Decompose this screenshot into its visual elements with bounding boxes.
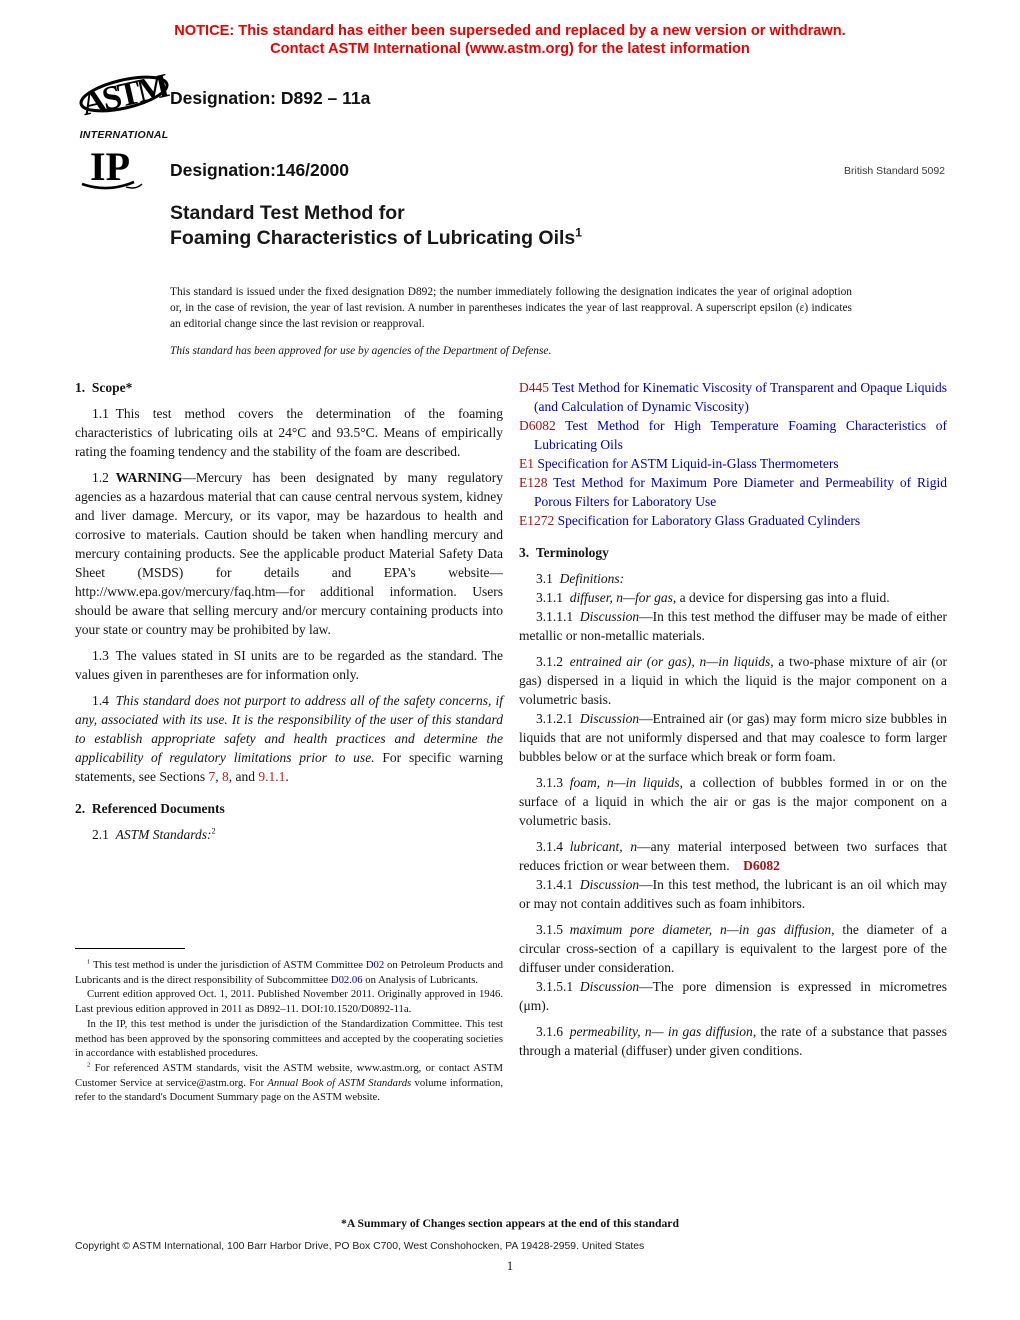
astm-logo-subtitle: INTERNATIONAL <box>79 129 169 141</box>
text-run: 3.1.6 <box>536 1024 570 1039</box>
footnote-list <box>75 958 503 1105</box>
text-run: 1.2 <box>92 470 116 485</box>
text-run: 3. Terminology <box>519 545 609 560</box>
paragraph <box>519 977 947 1015</box>
standard-designation-link[interactable]: E1 <box>519 456 534 471</box>
text-run: , and <box>228 769 259 784</box>
section-8-link[interactable]: 8 <box>221 769 229 784</box>
paragraph <box>519 1022 947 1060</box>
paragraph <box>75 825 503 844</box>
ip-logo <box>78 146 152 199</box>
text-run: —any material interposed between two surfaces that reduces friction or wear between them. <box>519 839 947 873</box>
paragraph <box>519 920 947 977</box>
text-run: Definitions: <box>559 571 625 586</box>
text-run: 3.1.4.1 <box>536 877 580 892</box>
standard-designation-link[interactable]: E128 <box>519 475 548 490</box>
paragraph <box>519 607 947 645</box>
astm-logo <box>76 64 172 141</box>
text-run: 1.3 The values stated in SI units are to be regarded as the standard. The values given in parentheses are for information only. <box>75 648 503 682</box>
text-run: Current edition approved Oct. 1, 2011. Published November 2011. Originally approved in 1946. Last previous edition approved in 2011 as D892–11. DOI:10.1520/D0892-11a. <box>75 988 503 1016</box>
footnote-ip <box>75 1017 503 1061</box>
astm-designation: Designation: D892 – 11a <box>170 88 371 108</box>
text-run: diffuser, n—for gas <box>569 590 673 605</box>
section-7-link[interactable]: 7 <box>208 769 216 784</box>
astm-globe-icon <box>78 64 170 128</box>
text-run: 2.1 <box>92 827 116 842</box>
text-run: 1 <box>87 958 91 966</box>
referenced-standard <box>519 454 947 473</box>
standard-designation-link[interactable]: D6082 <box>743 858 780 873</box>
text-run: volume information, refer to the standard's Document Summary page on the ASTM website. <box>75 1076 504 1104</box>
text-run: 3.1.1 <box>536 590 570 605</box>
paragraph <box>519 652 947 709</box>
text-run: maximum pore diameter, n—in gas diffusion <box>569 922 832 937</box>
text-run: 3.1.1.1 <box>536 609 580 624</box>
paragraph <box>519 773 947 830</box>
copyright-line: Copyright © ASTM International, 100 Barr Harbor Drive, PO Box C700, West Conshohocken, PA 19428-2959. United States <box>75 1241 645 1252</box>
referenced-standard <box>519 473 947 511</box>
text-run: —Entrained air (or gas) may form micro size bubbles in liquids that are not uniformly dispersed and that may coalesce to form larger bubbles below or at the surface which break or form foam. <box>519 711 947 764</box>
footnotes <box>75 948 503 1105</box>
section-9-1-1-link[interactable]: 9.1.1 <box>258 769 286 784</box>
text-run: Discussion <box>579 979 640 994</box>
text-run: , <box>215 769 222 784</box>
notice-banner <box>0 22 1020 58</box>
footnote-1 <box>75 958 503 987</box>
text-run: , the diameter of a circular cross-section of a capillary is equivalent to the largest pore of the diffuser under consideration. <box>519 922 947 975</box>
text-run: 2 <box>87 1061 91 1069</box>
british-standard-label: British Standard 5092 <box>844 165 945 177</box>
text-run: 1.4 <box>92 693 116 708</box>
text-run: —Mercury has been designated by many regulatory agencies as a hazardous material that can cause central nervous system, kidney and liver damage. Mercury, or its vapor, may be hazardous to health and corrosive to materials. Caution should be taken when handling mercury and mercury containing products. See the applicable product Material Safety Data Sheet (MSDS) for details and EPA's website—http://www.epa.gov/mercury/faq.htm—for additional information. Users should be aware that selling mercury and/or mercury containing products into your state or country may be prohibited by law. <box>75 470 503 637</box>
text-run: Discussion <box>579 711 640 726</box>
footnote-divider <box>75 948 185 949</box>
text-run: entrained air (or gas), n—in liquids <box>569 654 771 669</box>
text-run: permeability, n— in gas diffusion <box>569 1024 753 1039</box>
text-run: This standard does not purport to address all of the safety concerns, if any, associated with its use. It is the responsibility of the user of this standard to establish appropriate safety and health practices and determine the applicability of regulatory limitations prior to use. <box>75 693 503 765</box>
title-line-2 <box>170 226 582 251</box>
text-run: For specific warning statements, see Sections <box>75 750 503 784</box>
text-run: 3.1.3 <box>536 775 570 790</box>
paragraph <box>519 837 947 875</box>
footnote-2 <box>75 1061 503 1105</box>
section-3-heading <box>519 543 947 562</box>
paragraph <box>75 646 503 684</box>
footnote-edition <box>75 987 503 1016</box>
standard-title-link[interactable]: Specification for ASTM Liquid-in-Glass Thermometers <box>534 456 839 471</box>
text-run: 1 <box>575 225 582 240</box>
text-run: , the rate of a substance that passes through a material (diffuser) under given conditions. <box>519 1024 947 1058</box>
summary-of-changes-note: *A Summary of Changes section appears at the end of this standard <box>341 1217 679 1230</box>
notice-line-2: Contact ASTM International (www.astm.org) for the latest information <box>270 41 750 57</box>
text-run: 3.1.2.1 <box>536 711 580 726</box>
page-number: 1 <box>506 1259 514 1273</box>
paragraph <box>75 691 503 786</box>
text-run: 3.1.5 <box>536 922 570 937</box>
text-run: Annual Book of ASTM Standards <box>267 1076 412 1089</box>
text-run: 1.1 This test method covers the determination of the foaming characteristics of lubricating oils at 24°C and 93.5°C. Means of empirically rating the foaming tendency and the stability of the foam are described. <box>75 406 503 459</box>
text-run: WARNING <box>115 470 183 485</box>
text-run: 3.1.5.1 <box>536 979 580 994</box>
text-run: 3.1.2 <box>536 654 570 669</box>
paragraph <box>519 875 947 913</box>
standard-designation-link[interactable]: D445 <box>519 380 549 395</box>
committee-d02-link[interactable]: D02 <box>365 959 385 971</box>
subcommittee-d02-06-link[interactable]: D02.06 <box>330 973 363 986</box>
section-2-heading <box>75 799 503 818</box>
text-run: , a two-phase mixture of air (or gas) dispersed in a liquid in which the liquid is the major component on a volumetric basis. <box>519 654 947 707</box>
referenced-standard <box>519 511 947 530</box>
text-run: 2. Referenced Documents <box>75 801 225 816</box>
text-run: 3.1 <box>536 571 560 586</box>
text-run: , a collection of bubbles formed in or on the surface of a liquid in which the air or gas is the major component on a volumetric basis. <box>519 775 948 828</box>
text-run: 2 <box>211 826 216 836</box>
section-1-heading <box>75 378 503 397</box>
dod-approval-statement: This standard has been approved for use by agencies of the Department of Defense. <box>170 345 552 358</box>
issued-statement: This standard is issued under the fixed designation D892; the number immediately following the designation indicates the year of original adoption or, in the case of revision, the year of last revision. A number in parentheses indicates the year of last reapproval. A superscript epsilon (ε) indicates an editorial change since the last revision or reapproval. <box>170 286 852 330</box>
svg-text:IP: IP <box>90 146 130 189</box>
text-run: —In this test method the diffuser may be made of either metallic or non-metallic materials. <box>519 609 947 643</box>
referenced-standard <box>519 416 947 454</box>
text-run: For referenced ASTM standards, visit the ASTM website, www.astm.org, or contact ASTM Customer Service at service@astm.org. For <box>75 1061 503 1089</box>
ip-logo-icon <box>78 146 152 194</box>
referenced-standard <box>519 378 947 416</box>
text-run: Discussion <box>579 609 640 624</box>
standard-title-link[interactable]: Test Method for Maximum Pore Diameter and Permeability of Rigid Porous Filters for Laboratory Use <box>534 475 947 509</box>
text-run: —In this test method, the lubricant is an oil which may or may not contain additives such as foam inhibitors. <box>519 877 947 911</box>
standard-title-link[interactable]: Test Method for High Temperature Foaming Characteristics of Lubricating Oils <box>534 418 947 452</box>
paragraph <box>519 588 947 607</box>
text-run: 1. Scope* <box>75 380 133 395</box>
standard-designation-link[interactable]: D6082 <box>519 418 556 433</box>
text-run: —The pore dimension is expressed in micrometres (μm). <box>519 979 947 1013</box>
document-title <box>170 201 582 251</box>
paragraph <box>519 569 947 588</box>
standard-title-link[interactable]: Test Method for Kinematic Viscosity of Transparent and Opaque Liquids (and Calculation of Dynamic Viscosity) <box>534 380 947 414</box>
notice-line-1: NOTICE: This standard has either been superseded and replaced by a new version or withdrawn. <box>174 23 846 39</box>
left-column <box>75 378 503 844</box>
standard-title-link[interactable]: Specification for Laboratory Glass Graduated Cylinders <box>554 513 861 528</box>
text-run: ASTM Standards: <box>115 827 212 842</box>
text-run: This test method is under the jurisdiction of ASTM Committee <box>90 959 366 971</box>
text-run: foam, n—in liquids <box>569 775 680 790</box>
text-run: on Petroleum Products and Lubricants and is the direct responsibility of Subcommittee <box>75 959 503 986</box>
text-run: 3.1.4 <box>536 839 570 854</box>
paragraph <box>519 709 947 766</box>
text-run: on Analysis of Lubricants. <box>362 973 479 986</box>
ip-designation: Designation:146/2000 <box>170 160 349 180</box>
paragraph <box>75 404 503 461</box>
right-column <box>519 378 947 1060</box>
text-run: Foaming Characteristics of Lubricating Oils <box>170 227 576 249</box>
text-run: . <box>285 769 289 784</box>
text-run: lubricant, n <box>569 839 638 854</box>
text-run: In the IP, this test method is under the jurisdiction of the Standardization Committee. This test method has been approved by the sponsoring committees and accepted by the cooperating societies in accordance with established procedures. <box>75 1017 503 1060</box>
title-line-1: Standard Test Method for <box>170 202 405 224</box>
svg-text:ASTM: ASTM <box>78 67 170 124</box>
paragraph <box>75 468 503 639</box>
text-run: , a device for dispersing gas into a fluid. <box>672 590 890 605</box>
text-run: Discussion <box>579 877 640 892</box>
standard-designation-link[interactable]: E1272 <box>519 513 555 528</box>
